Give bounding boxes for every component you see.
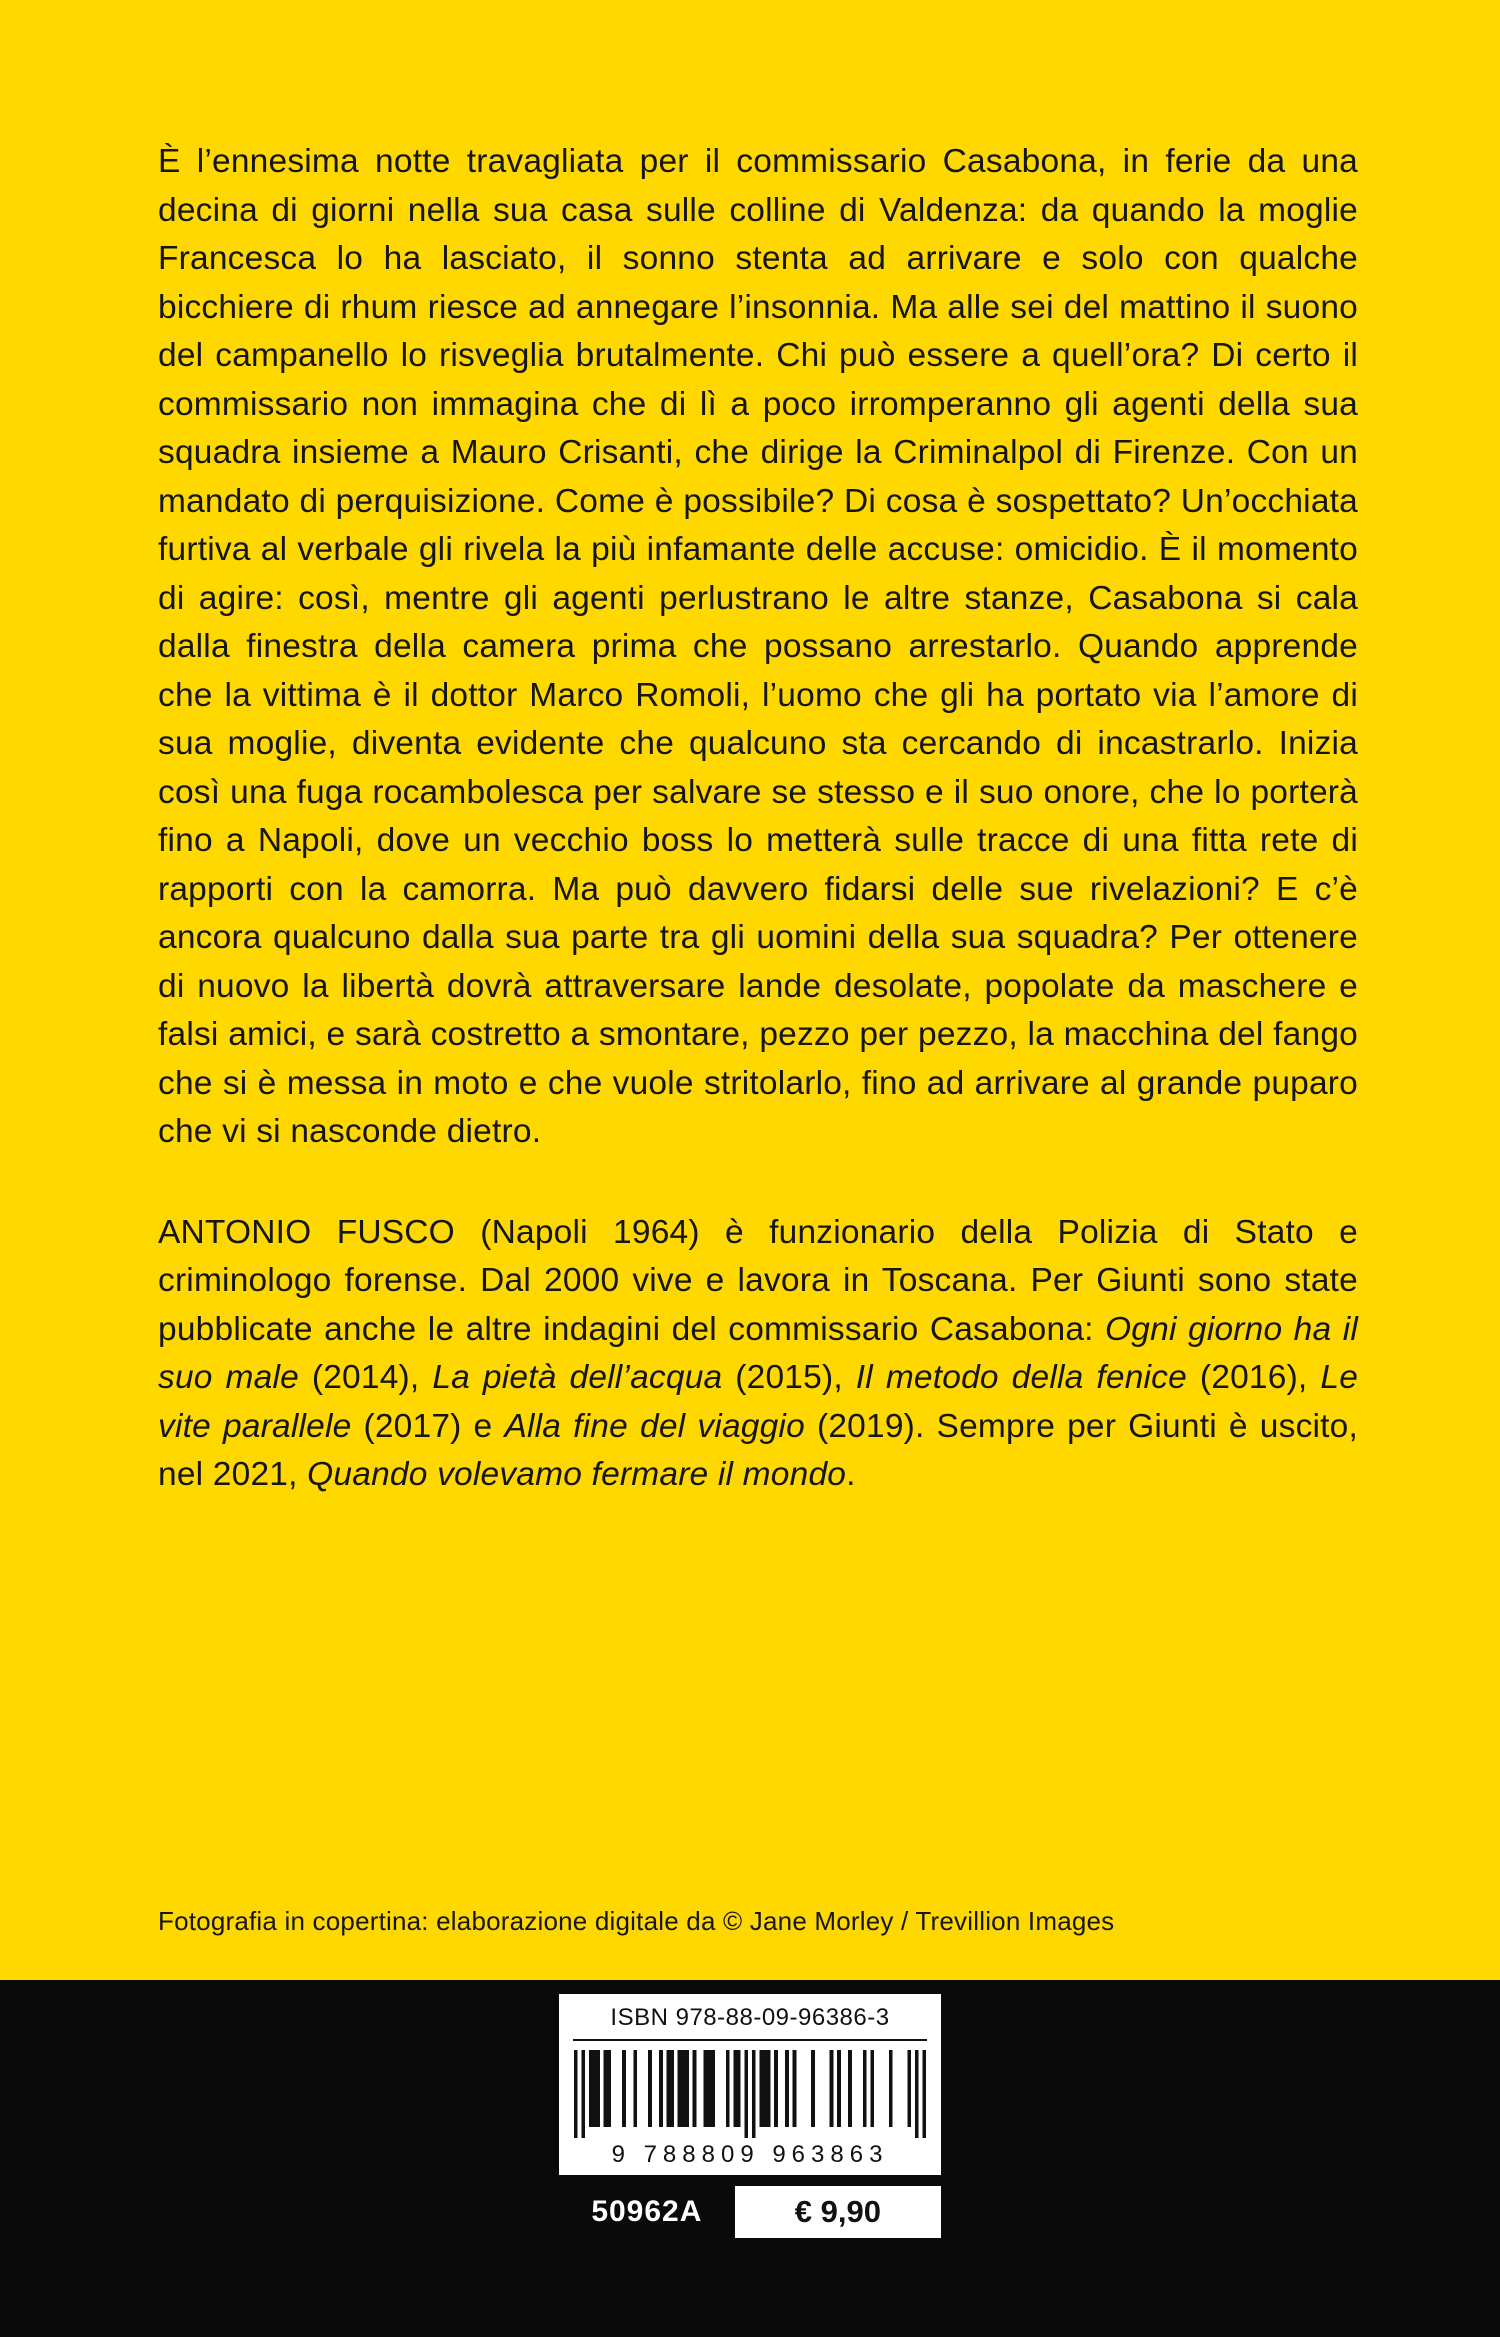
- isbn-divider-rule: [573, 2039, 927, 2041]
- bio-text-segment: Il metodo della fenice: [855, 1359, 1187, 1396]
- bio-text-segment: (2019). Sempre per Giunti è uscito, nel 2021,: [158, 1407, 1359, 1493]
- bio-text-segment: (2015),: [722, 1359, 856, 1396]
- ean13-barcode: [574, 2050, 926, 2138]
- bio-text-segment: Ogni giorno ha il suo male: [158, 1310, 1358, 1396]
- isbn-barcode-box: [559, 1994, 941, 2175]
- back-cover-text: [158, 138, 1358, 1500]
- bio-text-segment: (2014),: [298, 1359, 433, 1396]
- isbn-label: ISBN 978-88-09-96386-3: [610, 2004, 890, 2031]
- bio-text-segment: .: [846, 1456, 856, 1493]
- barcode-digits: 9 788809 963863: [611, 2141, 889, 2168]
- bio-text-segment: ANTONIO FUSCO: [158, 1213, 455, 1251]
- bio-text-segment: (2016),: [1186, 1359, 1321, 1396]
- bio-text-segment: (2017) e: [351, 1407, 505, 1445]
- bio-text-segment: (Napoli 1964) è funzionario della Polizia di Stato e criminologo forense. Dal 2000 vive e lavora in Toscana. Per Giunti sono state pubblicate anche le altre indagini del commissario Casabona:: [158, 1213, 1358, 1348]
- bio-text-segment: La pietà dell’acqua: [432, 1359, 723, 1396]
- author-bio-paragraph: [158, 1209, 1358, 1500]
- bio-text-segment: Quando volevamo fermare il mondo: [307, 1456, 847, 1493]
- price-value: € 9,90: [735, 2186, 941, 2238]
- bio-text-segment: Le vite parallele: [158, 1359, 1359, 1445]
- edition-code: 50962A: [559, 2186, 735, 2238]
- synopsis-paragraph: È l’ennesima notte travagliata per il commissario Casabona, in ferie da una decina di giorni nella sua casa sulle colline di Valdenza: da quando la moglie Francesca lo ha lasciato, il sonno stenta ad arrivare e solo con qualche bicchiere di rhum riesce ad annegare l’insonnia. Ma alle sei del mattino il suono del campanello lo risveglia brutalmente. Chi può essere a quell’ora? Di certo il commissario non immagina che di lì a poco irromperanno gli agenti della sua squadra insieme a Mauro Crisanti, che dirige la Criminalpol di Firenze. Con un mandato di perquisizione. Come è possibile? Di cosa è sospettato? Un’occhiata furtiva al verbale gli rivela la più infamante delle accuse: omicidio. È il momento di agire: così, mentre gli agenti perlustrano le altre stanze, Casabona si cala dalla finestra della camera prima che possano arrestarlo. Quando apprende che la vittima è il dottor Marco Romoli, l’uomo che gli ha portato via l’amore di sua moglie, diventa evidente che qualcuno sta cercando di incastrarlo. Inizia così una fuga rocambolesca per salvare se stesso e il suo onore, che lo porterà fino a Napoli, dove un vecchio boss lo metterà sulle tracce di una fitta rete di rapporti con la camorra. Ma può davvero fidarsi delle sue rivelazioni? E c’è ancora qualcuno dalla sua parte tra gli uomini della sua squadra? Per ottenere di nuovo la libertà dovrà attraversare lande desolate, popolate da maschere e falsi amici, e sarà costretto a smontare, pezzo per pezzo, la macchina del fango che si è messa in moto e che vuole stritolarlo, fino ad arrivare al grande puparo che vi si nasconde dietro.: [158, 143, 1358, 1150]
- price-row: [559, 2186, 941, 2238]
- bio-text-segment: Alla fine del viaggio: [504, 1407, 805, 1445]
- cover-photo-credit: Fotografia in copertina: elaborazione digitale da © Jane Morley / Trevillion Images: [158, 1906, 1115, 1936]
- bottom-black-band: [0, 1980, 1500, 2337]
